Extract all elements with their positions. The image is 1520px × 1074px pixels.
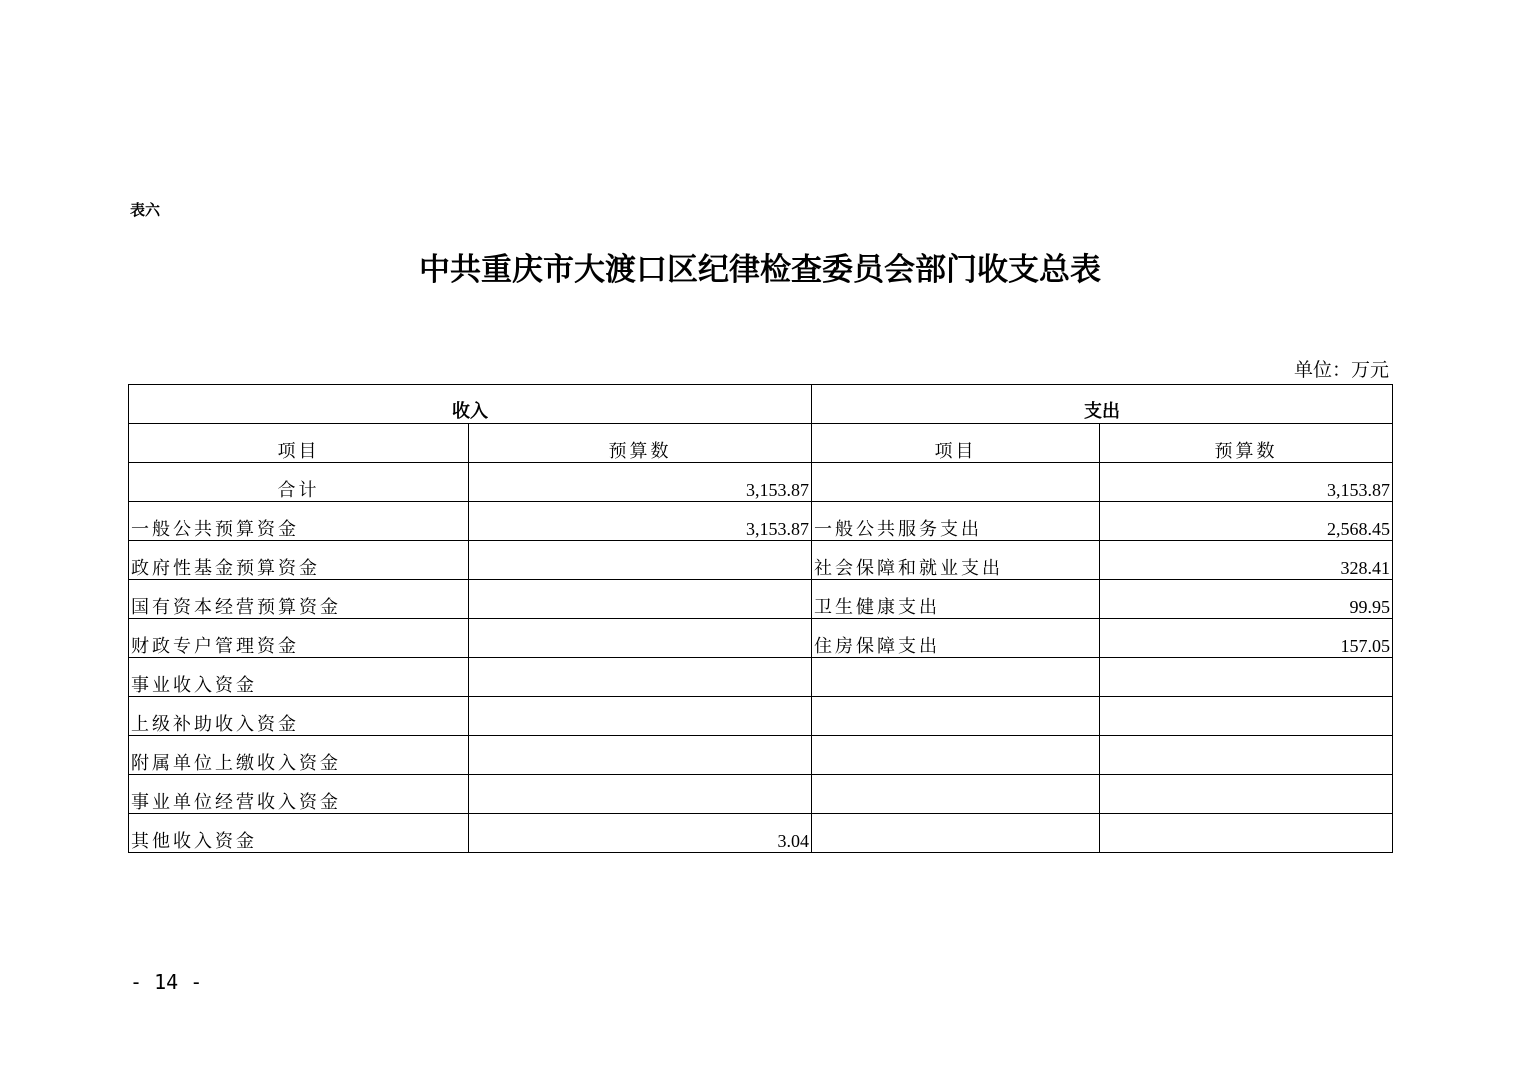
expense-value-cell	[1100, 658, 1393, 697]
expense-value-cell	[1100, 736, 1393, 775]
expense-item-cell	[812, 658, 1100, 697]
income-item-header: 项目	[129, 424, 469, 463]
table-row	[129, 658, 1393, 697]
income-item-cell: 财政专户管理资金	[129, 619, 469, 658]
income-value-cell	[469, 541, 812, 580]
expense-item-cell: 社会保障和就业支出	[812, 541, 1100, 580]
income-value-cell	[469, 619, 812, 658]
table-row	[129, 697, 1393, 736]
budget-summary-table	[128, 384, 1393, 853]
expense-value-cell	[1100, 814, 1393, 853]
unit-note: 单位：万元	[1293, 359, 1389, 381]
table-row	[129, 775, 1393, 814]
income-item-cell: 国有资本经营预算资金	[129, 580, 469, 619]
income-item-cell: 事业单位经营收入资金	[129, 775, 469, 814]
income-value-cell	[469, 736, 812, 775]
table-row	[129, 814, 1393, 853]
expense-item-header: 项目	[812, 424, 1100, 463]
income-value-cell: 3.04	[469, 814, 812, 853]
expense-item-cell	[812, 463, 1100, 502]
column-header-row	[129, 424, 1393, 463]
income-value-cell	[469, 697, 812, 736]
expense-group-header: 支出	[812, 385, 1393, 424]
table-row	[129, 502, 1393, 541]
page-title: 中共重庆市大渡口区纪律检查委员会部门收支总表	[419, 252, 1101, 288]
income-item-cell: 事业收入资金	[129, 658, 469, 697]
income-value-cell	[469, 775, 812, 814]
income-item-cell: 政府性基金预算资金	[129, 541, 469, 580]
table-row	[129, 736, 1393, 775]
expense-item-cell	[812, 697, 1100, 736]
table-row	[129, 619, 1393, 658]
page-number: - 14 -	[130, 970, 203, 994]
income-value-cell	[469, 658, 812, 697]
income-item-cell: 上级补助收入资金	[129, 697, 469, 736]
table-row-total	[129, 463, 1393, 502]
expense-value-cell	[1100, 697, 1393, 736]
expense-value-cell	[1100, 775, 1393, 814]
table-label: 表六	[130, 201, 161, 219]
income-item-cell: 其他收入资金	[129, 814, 469, 853]
income-item-cell: 一般公共预算资金	[129, 502, 469, 541]
table-row	[129, 580, 1393, 619]
income-value-cell: 3,153.87	[469, 463, 812, 502]
expense-value-cell: 99.95	[1100, 580, 1393, 619]
expense-item-cell: 卫生健康支出	[812, 580, 1100, 619]
income-value-cell	[469, 580, 812, 619]
income-value-cell: 3,153.87	[469, 502, 812, 541]
income-value-header: 预算数	[469, 424, 812, 463]
expense-value-cell: 328.41	[1100, 541, 1393, 580]
expense-item-cell	[812, 736, 1100, 775]
expense-item-cell	[812, 814, 1100, 853]
expense-item-cell	[812, 775, 1100, 814]
income-item-cell: 合计	[129, 463, 469, 502]
income-group-header: 收入	[129, 385, 812, 424]
expense-value-cell: 2,568.45	[1100, 502, 1393, 541]
table-row	[129, 541, 1393, 580]
expense-item-cell: 一般公共服务支出	[812, 502, 1100, 541]
expense-value-cell: 157.05	[1100, 619, 1393, 658]
expense-value-header: 预算数	[1100, 424, 1393, 463]
expense-value-cell: 3,153.87	[1100, 463, 1393, 502]
expense-item-cell: 住房保障支出	[812, 619, 1100, 658]
group-header-row	[129, 385, 1393, 424]
income-item-cell: 附属单位上缴收入资金	[129, 736, 469, 775]
